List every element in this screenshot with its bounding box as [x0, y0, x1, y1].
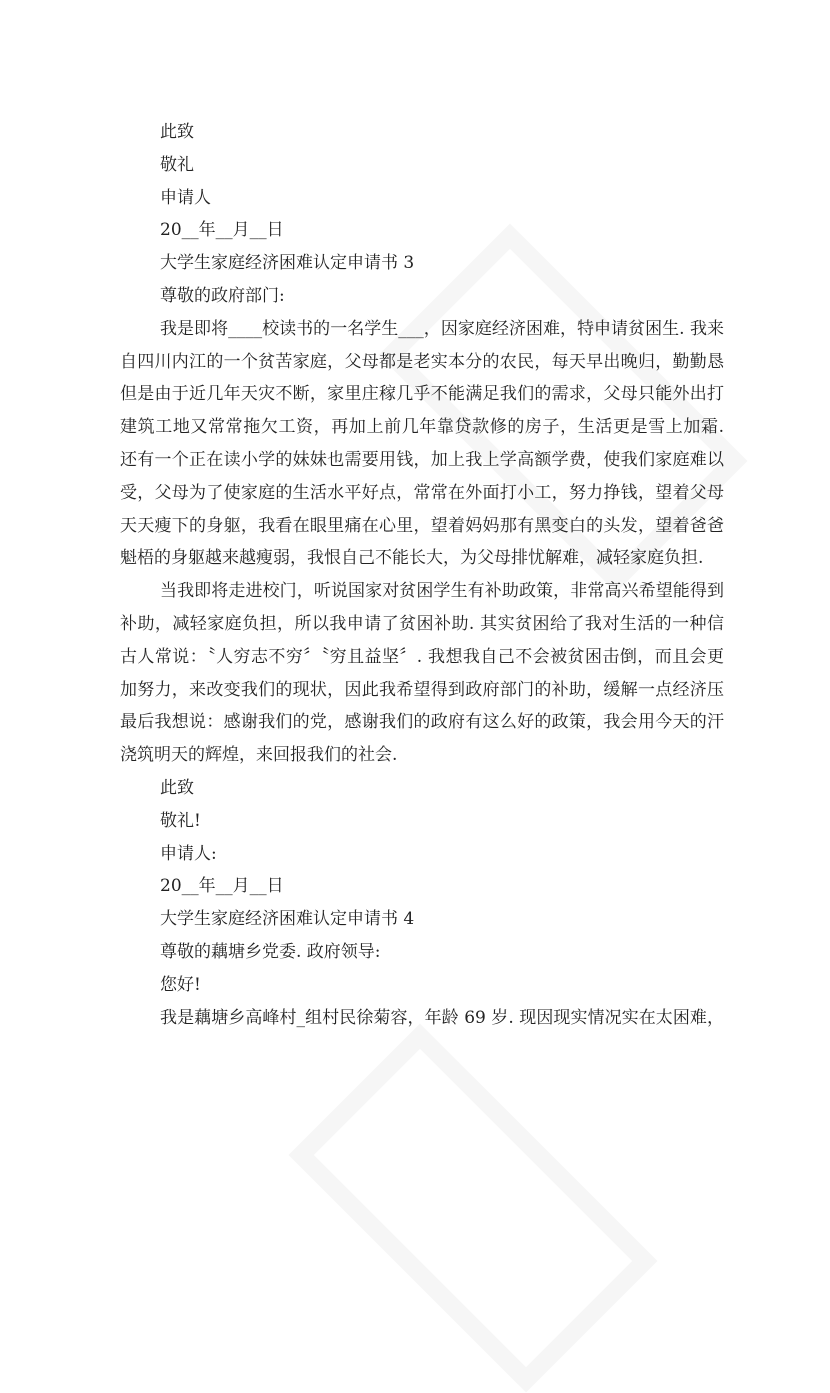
text-line: 此致 [160, 122, 194, 142]
text-line: 还有一个正在读小学的妹妹也需要用钱，加上我上学高额学费，使我们家庭难以 [120, 449, 724, 470]
text-line: 建筑工地又常常拖欠工资，再加上前几年靠贷款修的房子，生活更是雪上加霜. [120, 417, 724, 438]
text-line: 20__年__月__日 [160, 220, 284, 241]
document-body [120, 116, 724, 1034]
text-line: 魁梧的身躯越来越瘦弱，我恨自己不能长大，为父母排忧解难，减轻家庭负担. [120, 548, 704, 569]
text-line: 您好! [160, 974, 201, 995]
text-line: 最后我想说：感谢我们的党，感谢我们的政府有这么好的政策，我会用今天的汗 [120, 712, 724, 733]
text-line: 天天瘦下的身躯，我看在眼里痛在心里，望着妈妈那有黑变白的头发，望着爸爸 [120, 515, 724, 536]
text-line: 申请人 [160, 187, 211, 208]
text-line: 此致 [160, 777, 194, 798]
text-line: 我是藕塘乡高峰村_组村民徐菊容，年龄 69 岁. 现因现实情况实在太困难， [160, 1007, 724, 1028]
text-line: 申请人: [160, 843, 217, 864]
text-line: 尊敬的政府部门: [160, 285, 285, 306]
text-line: 大学生家庭经济困难认定申请书 3 [160, 253, 415, 274]
text-line: 20__年__月__日 [160, 876, 284, 897]
text-line: 当我即将走进校门，听说国家对贫困学生有补助政策，非常高兴希望能得到 [160, 581, 724, 602]
text-line: 加努力，来改变我们的现状，因此我希望得到政府部门的补助，缓解一点经济压 [120, 679, 724, 700]
text-line: 尊敬的藕塘乡党委. 政府领导: [160, 941, 381, 962]
text-line: 敬礼! [160, 810, 201, 831]
text-line: 大学生家庭经济困难认定申请书 4 [160, 909, 415, 930]
text-line: 古人常说：〝人穷志不穷〞〝穷且益坚〞. 我想我自己不会被贫困击倒，而且会更 [120, 646, 724, 667]
text-line: 受，父母为了使家庭的生活水平好点，常常在外面打小工，努力挣钱，望着父母 [120, 482, 724, 503]
text-line: 浇筑明天的辉煌，来回报我们的社会. [120, 745, 398, 766]
text-line: 自四川内江的一个贫苦家庭，父母都是老实本分的农民，每天早出晚归，勤勤恳 [120, 351, 724, 372]
text-line: 敬礼 [160, 154, 194, 175]
text-line: 我是即将____校读书的一名学生___，因家庭经济困难，特申请贫困生. 我来 [160, 318, 724, 339]
watermark-shape [288, 1023, 657, 1392]
text-line: 补助，减轻家庭负担，所以我申请了贫困补助. 其实贫困给了我对生活的一种信 [120, 613, 724, 634]
text-line: 但是由于近几年天灾不断，家里庄稼几乎不能满足我们的需求，父母只能外出打 [120, 384, 724, 405]
